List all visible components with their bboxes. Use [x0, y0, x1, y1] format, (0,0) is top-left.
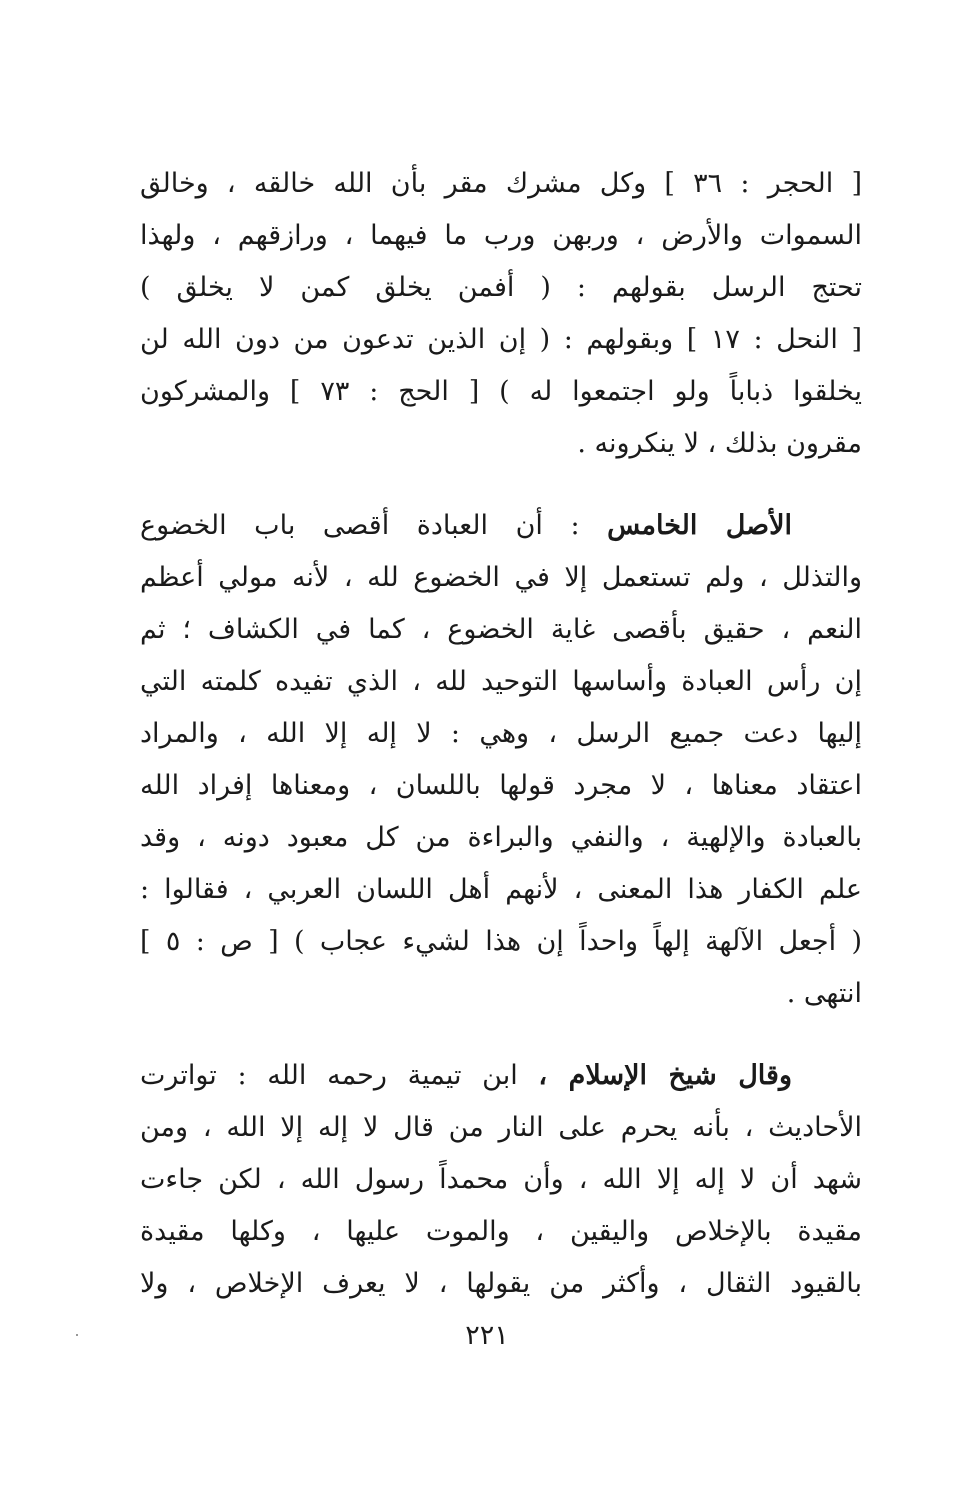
text-line	[140, 500, 862, 552]
section-heading: وقال شيخ الإسلام ،	[538, 1060, 792, 1091]
text-line	[140, 1050, 862, 1102]
text-line: [ الحجر : ٣٦ ] وكل مشرك مقر بأن الله خالقه ، وخالق	[140, 168, 862, 199]
scan-speck	[76, 1334, 78, 1336]
text-line: بالقيود الثقال ، وأكثر من يقولها ، لا يعرف الإخلاص ، ولا	[140, 1268, 862, 1299]
text-line: اعتقاد معناها ، لا مجرد قولها باللسان ، ومعناها إفراد الله	[140, 770, 862, 801]
text-line: الأحاديث ، بأنه يحرم على النار من قال لا إله إلا الله ، ومن	[140, 1112, 862, 1143]
page-number: ٢٢١	[465, 1320, 509, 1351]
text-line: [ النحل : ١٧ ] وبقولهم : ( إن الذين تدعون من دون الله لن	[140, 324, 862, 355]
paragraph-2	[140, 500, 862, 1020]
text-run: ابن تيمية رحمه الله : تواترت	[140, 1060, 539, 1091]
text-line: مقرون بذلك ، لا ينكرونه .	[577, 428, 862, 459]
section-heading: الأصل الخامس	[607, 510, 792, 541]
text-line: إليها دعت جميع الرسل ، وهي : لا إله إلا الله ، والمراد	[140, 718, 862, 749]
text-run: : أن العبادة أقصى باب الخضوع	[140, 510, 608, 541]
text-line: شهد أن لا إله إلا الله ، وأن محمداً رسول الله ، لكن جاءت	[140, 1164, 862, 1195]
text-line: السموات والأرض ، وربهن ورب ما فيهما ، ورازقهم ، ولهذا	[140, 220, 862, 251]
text-line: تحتج الرسل بقولهم : ( أفمن يخلق كمن لا يخلق )	[140, 272, 862, 303]
text-line: ( أجعل الآلهة إلهاً واحداً إن هذا لشيء عجاب ) [ ص : ٥ ]	[140, 926, 862, 957]
page-body	[140, 158, 862, 1310]
text-line: والتذلل ، ولم تستعمل إلا في الخضوع لله ، لأنه مولي أعظم	[140, 562, 862, 593]
text-line: مقيدة بالإخلاص واليقين ، والموت عليها ، وكلها مقيدة	[140, 1216, 862, 1247]
text-line: إن رأس العبادة وأساسها التوحيد لله ، الذي تفيده كلمته التي	[140, 666, 862, 697]
text-line: يخلقوا ذباباً ولو اجتمعوا له ) [ الحج : ٧٣ ] والمشركون	[140, 376, 862, 407]
paragraph-3	[140, 1050, 862, 1310]
text-line: انتهى .	[786, 978, 862, 1009]
text-line: النعم ، حقيق بأقصى غاية الخضوع ، كما في الكشاف ؛ ثم	[140, 614, 862, 645]
paragraph-1	[140, 158, 862, 470]
text-line: بالعبادة والإلهية ، والنفي والبراءة من كل معبود دونه ، وقد	[140, 822, 862, 853]
text-line: علم الكفار هذا المعنى ، لأنهم أهل اللسان العربي ، فقالوا :	[140, 874, 862, 905]
